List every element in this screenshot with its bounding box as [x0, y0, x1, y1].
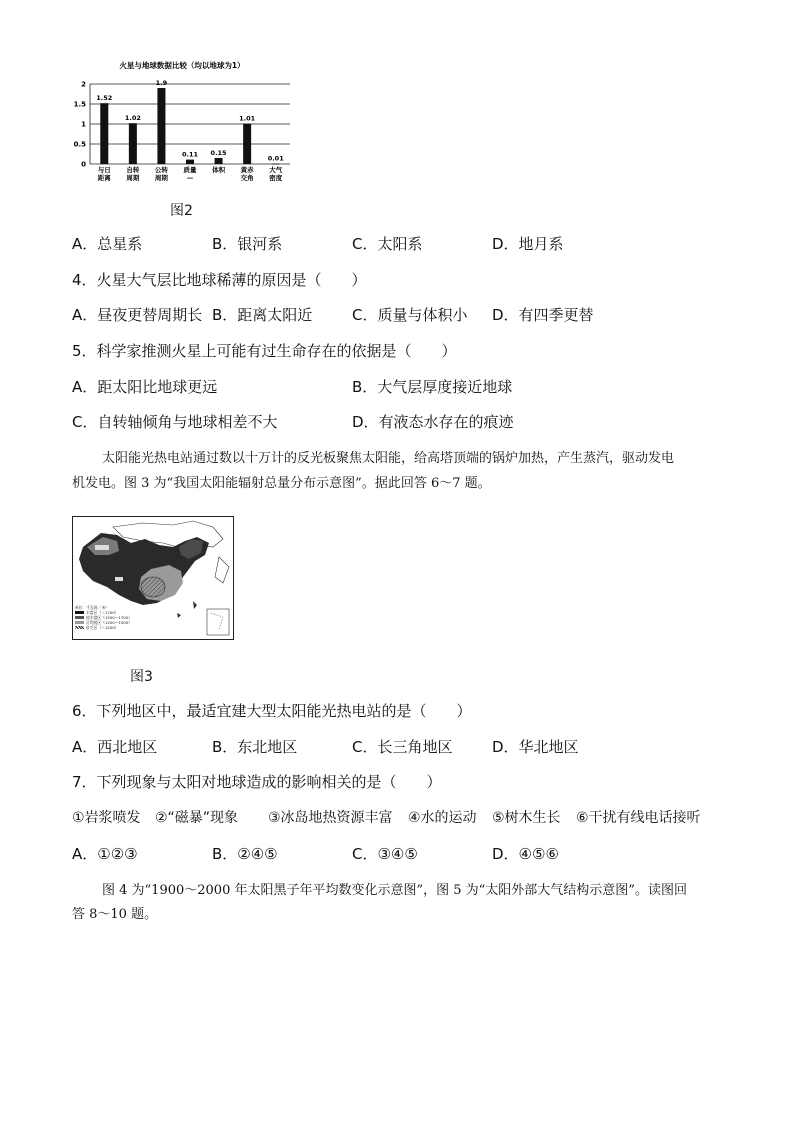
x-category-label: 质量 — [183, 166, 197, 174]
bar — [272, 164, 280, 165]
bar — [100, 103, 108, 164]
q7-item-3: ③冰岛地热资源丰富 — [268, 810, 393, 826]
bar-value-label: 0.11 — [181, 150, 199, 159]
x-category-label: 与日 — [97, 166, 111, 174]
legend-label: 贫乏区（＜1200） — [86, 625, 119, 630]
y-tick-label: 0.5 — [73, 140, 86, 149]
q3-option-d[interactable]: D．地月系 — [492, 235, 564, 253]
bar — [215, 158, 223, 164]
q4-option-c[interactable]: C．质量与体积小 — [352, 306, 468, 324]
x-category-label: 周期 — [154, 174, 168, 182]
q6-option-d[interactable]: D．华北地区 — [492, 738, 579, 756]
q6-option-b[interactable]: B．东北地区 — [212, 738, 298, 756]
q4-stem: 4．火星大气层比地球稀薄的原因是（ ） — [72, 271, 367, 289]
x-category-label: 周期 — [126, 174, 140, 182]
y-tick-label: 1.5 — [73, 100, 86, 109]
x-category-label: 距离 — [97, 174, 111, 182]
q7-option-d[interactable]: D．④⑤⑥ — [492, 845, 559, 863]
bar — [157, 88, 165, 164]
figure2-caption: 图2 — [170, 203, 193, 219]
x-category-label: 自转 — [126, 166, 140, 174]
passage2-line1: 图 4 为“1900～2000 年太阳黑子年平均数变化示意图”，图 5 为“太阳外部大气结构示意图”。读图回 — [102, 883, 687, 898]
q3-option-b[interactable]: B．银河系 — [212, 235, 283, 253]
y-tick-label: 2 — [81, 80, 86, 89]
bar-value-label: 0.01 — [267, 154, 284, 163]
q5-option-a[interactable]: A．距太阳比地球更远 — [72, 378, 218, 396]
q7-item-2: ②“磁暴”现象 — [155, 810, 239, 826]
chart-title: 火星与地球数据比较（均以地球为1） — [119, 61, 245, 70]
q5-stem: 5．科学家推测火星上可能有过生命存在的依据是（ ） — [72, 342, 457, 360]
q7-item-1: ①岩浆喷发 — [72, 810, 141, 826]
q7-item-5: ⑤树木生长 — [492, 810, 561, 826]
bar-value-label: 0.15 — [210, 149, 227, 157]
q4-option-d[interactable]: D．有四季更替 — [492, 306, 594, 324]
x-category-label: 体积 — [212, 166, 226, 174]
bar-value-label: 1.01 — [239, 114, 256, 123]
q7-item-6: ⑥干扰有线电话接听 — [576, 810, 701, 826]
x-category-label: 黄赤 — [240, 166, 254, 174]
bar — [186, 160, 194, 164]
bar — [129, 123, 137, 164]
legend-item — [75, 625, 133, 630]
legend-swatch-icon — [75, 621, 84, 624]
x-category-label: — — [186, 174, 194, 182]
x-category-label: 密度 — [269, 174, 283, 182]
q7-item-4: ④水的运动 — [408, 810, 477, 826]
legend-swatch-icon — [75, 626, 84, 629]
passage1-line2: 机发电。图 3 为“我国太阳能辐射总量分布示意图”。据此回答 6～7 题。 — [72, 476, 491, 491]
q5-option-c[interactable]: C．自转轴倾角与地球相差不大 — [72, 413, 278, 431]
q4-option-b[interactable]: B．距离太阳近 — [212, 306, 313, 324]
q7-option-a[interactable]: A．①②③ — [72, 845, 138, 863]
q6-option-c[interactable]: C．长三角地区 — [352, 738, 453, 756]
figure3-solar-radiation-map — [72, 516, 234, 640]
q6-stem: 6．下列地区中，最适宜建大型太阳能光热电站的是（ ） — [72, 702, 472, 720]
y-tick-label: 1 — [81, 120, 86, 129]
figure2-bar-chart — [70, 58, 295, 188]
legend-swatch-icon — [75, 611, 84, 614]
passage2-line2: 答 8～10 题。 — [72, 907, 158, 922]
q6-option-a[interactable]: A．西北地区 — [72, 738, 158, 756]
map-legend — [75, 605, 133, 630]
q5-option-b[interactable]: B．大气层厚度接近地球 — [352, 378, 513, 396]
x-category-label: 公转 — [154, 166, 168, 174]
legend-title: 单位：千瓦时／米² — [75, 605, 107, 610]
q7-option-b[interactable]: B．②④⑤ — [212, 845, 278, 863]
y-tick-label: 0 — [81, 160, 86, 169]
legend-label: 可利用区（1200～1500） — [86, 620, 132, 625]
bar-value-label: 1.02 — [124, 114, 141, 123]
q5-option-d[interactable]: D．有液态水存在的痕迹 — [352, 413, 514, 431]
legend-label: 丰富区（＞1700） — [86, 610, 119, 615]
figure3-caption: 图3 — [130, 669, 153, 685]
bar — [243, 124, 251, 164]
q7-option-c[interactable]: C．③④⑤ — [352, 845, 418, 863]
q3-option-a[interactable]: A．总星系 — [72, 235, 143, 253]
x-category-label: 交角 — [240, 174, 254, 182]
legend-label: 较丰富区（1500～1700） — [86, 615, 132, 620]
bar-value-label: 1.52 — [96, 94, 113, 103]
legend-swatch-icon — [75, 616, 84, 619]
passage1-line1: 太阳能光热电站通过数以十万计的反光板聚焦太阳能，给高塔顶端的锅炉加热，产生蒸汽，驱动发电 — [102, 451, 675, 466]
q3-option-c[interactable]: C．太阳系 — [352, 235, 423, 253]
q7-stem: 7．下列现象与太阳对地球造成的影响相关的是（ ） — [72, 773, 442, 791]
x-category-label: 大气 — [269, 166, 283, 174]
bar-value-label: 1.9 — [155, 79, 168, 87]
q4-option-a[interactable]: A．昼夜更替周期长 — [72, 306, 203, 324]
